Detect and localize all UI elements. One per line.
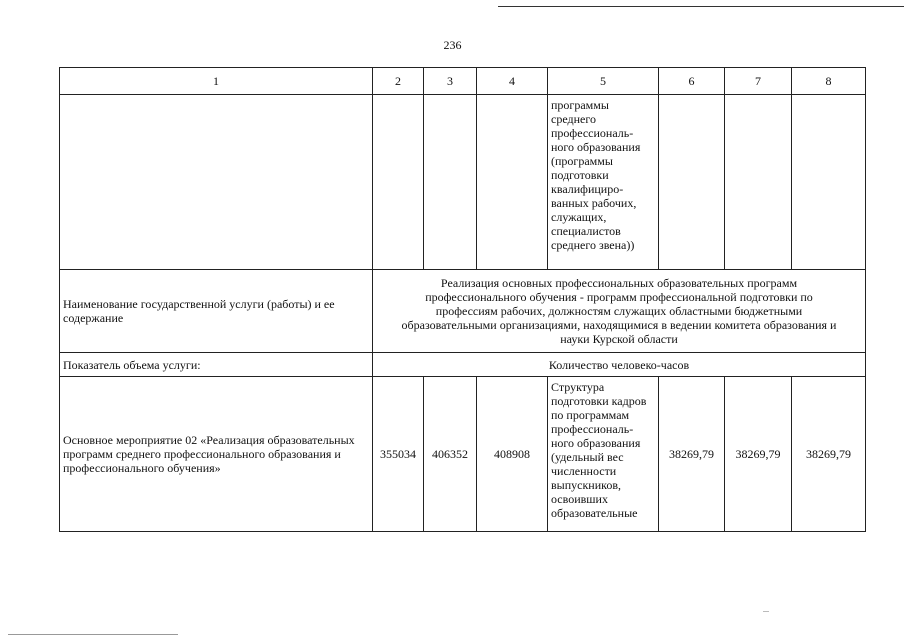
- continuation-line: (программы: [551, 154, 613, 168]
- header-cell-7: 7: [725, 68, 792, 95]
- service-row: [60, 270, 866, 353]
- continuation-row: [60, 95, 866, 270]
- measure-col-8: 38269,79: [792, 377, 866, 532]
- header-cell-8: 8: [792, 68, 866, 95]
- service-line: профессиям рабочих, должностям служащих областными бюджетными: [435, 304, 803, 318]
- continuation-empty-7: [725, 95, 792, 270]
- header-cell-5: 5: [548, 68, 659, 95]
- continuation-line: специалистов: [551, 224, 621, 238]
- continuation-cell: [548, 95, 659, 270]
- header-rule: [498, 6, 904, 7]
- continuation-line: ного образования: [551, 140, 641, 154]
- measure-line: образовательные: [551, 506, 638, 520]
- header-cell-4: 4: [477, 68, 548, 95]
- measure-line: ного образования: [551, 436, 641, 450]
- header-row: [60, 68, 866, 95]
- header-cell-2: 2: [373, 68, 424, 95]
- continuation-line: программы: [551, 98, 609, 112]
- measure-line: Структура: [551, 380, 605, 394]
- measure-col-3: 406352: [424, 377, 477, 532]
- measure-line: подготовки кадров: [551, 394, 647, 408]
- service-label: Наименование государственной услуги (работы) и ее содержание: [60, 270, 373, 353]
- continuation-line: среднего звена)): [551, 238, 635, 252]
- continuation-empty-6: [659, 95, 725, 270]
- continuation-line: ванных рабочих,: [551, 196, 637, 210]
- service-line: профессионального обучения - программ профессиональной подготовки по: [425, 290, 813, 304]
- continuation-line: среднего: [551, 112, 596, 126]
- continuation-line: профессиональ-: [551, 126, 634, 140]
- data-table: [59, 67, 866, 532]
- continuation-empty-3: [424, 95, 477, 270]
- header-cell-3: 3: [424, 68, 477, 95]
- continuation-empty-4: [477, 95, 548, 270]
- scan-speck: [763, 611, 769, 612]
- indicator-row: [60, 353, 866, 377]
- header-cell-1: 1: [60, 68, 373, 95]
- measure-col-4: 408908: [477, 377, 548, 532]
- measure-col-2: 355034: [373, 377, 424, 532]
- measure-label: Основное мероприятие 02 «Реализация образовательных программ среднего профессионального образования и профессионального обучения»: [60, 377, 373, 532]
- measure-line: профессиональ-: [551, 422, 634, 436]
- measure-col-6: 38269,79: [659, 377, 725, 532]
- indicator-label: Показатель объема услуги:: [60, 353, 373, 377]
- continuation-line: подготовки: [551, 168, 609, 182]
- page-number: 236: [443, 38, 462, 52]
- service-line: науки Курской области: [560, 332, 678, 346]
- continuation-line: квалифициро-: [551, 182, 624, 196]
- indicator-value: Количество человеко-часов: [373, 353, 866, 377]
- continuation-empty-8: [792, 95, 866, 270]
- service-line: образовательными организациями, находящимися в ведении комитета образования и: [401, 318, 837, 332]
- service-line: Реализация основных профессиональных образовательных программ: [440, 276, 798, 290]
- continuation-empty-2: [373, 95, 424, 270]
- header-cell-6: 6: [659, 68, 725, 95]
- continuation-empty-1: [60, 95, 373, 270]
- service-content: [373, 270, 866, 353]
- measure-row: [60, 377, 866, 532]
- measure-line: по программам: [551, 408, 630, 422]
- measure-line: численности: [551, 464, 617, 478]
- measure-line: (удельный вес: [551, 450, 624, 464]
- measure-line: освоивших: [551, 492, 608, 506]
- measure-col-7: 38269,79: [725, 377, 792, 532]
- measure-line: выпускников,: [551, 478, 622, 492]
- measure-col-5: [548, 377, 659, 532]
- continuation-line: служащих,: [551, 210, 607, 224]
- footer-rule: [8, 634, 178, 635]
